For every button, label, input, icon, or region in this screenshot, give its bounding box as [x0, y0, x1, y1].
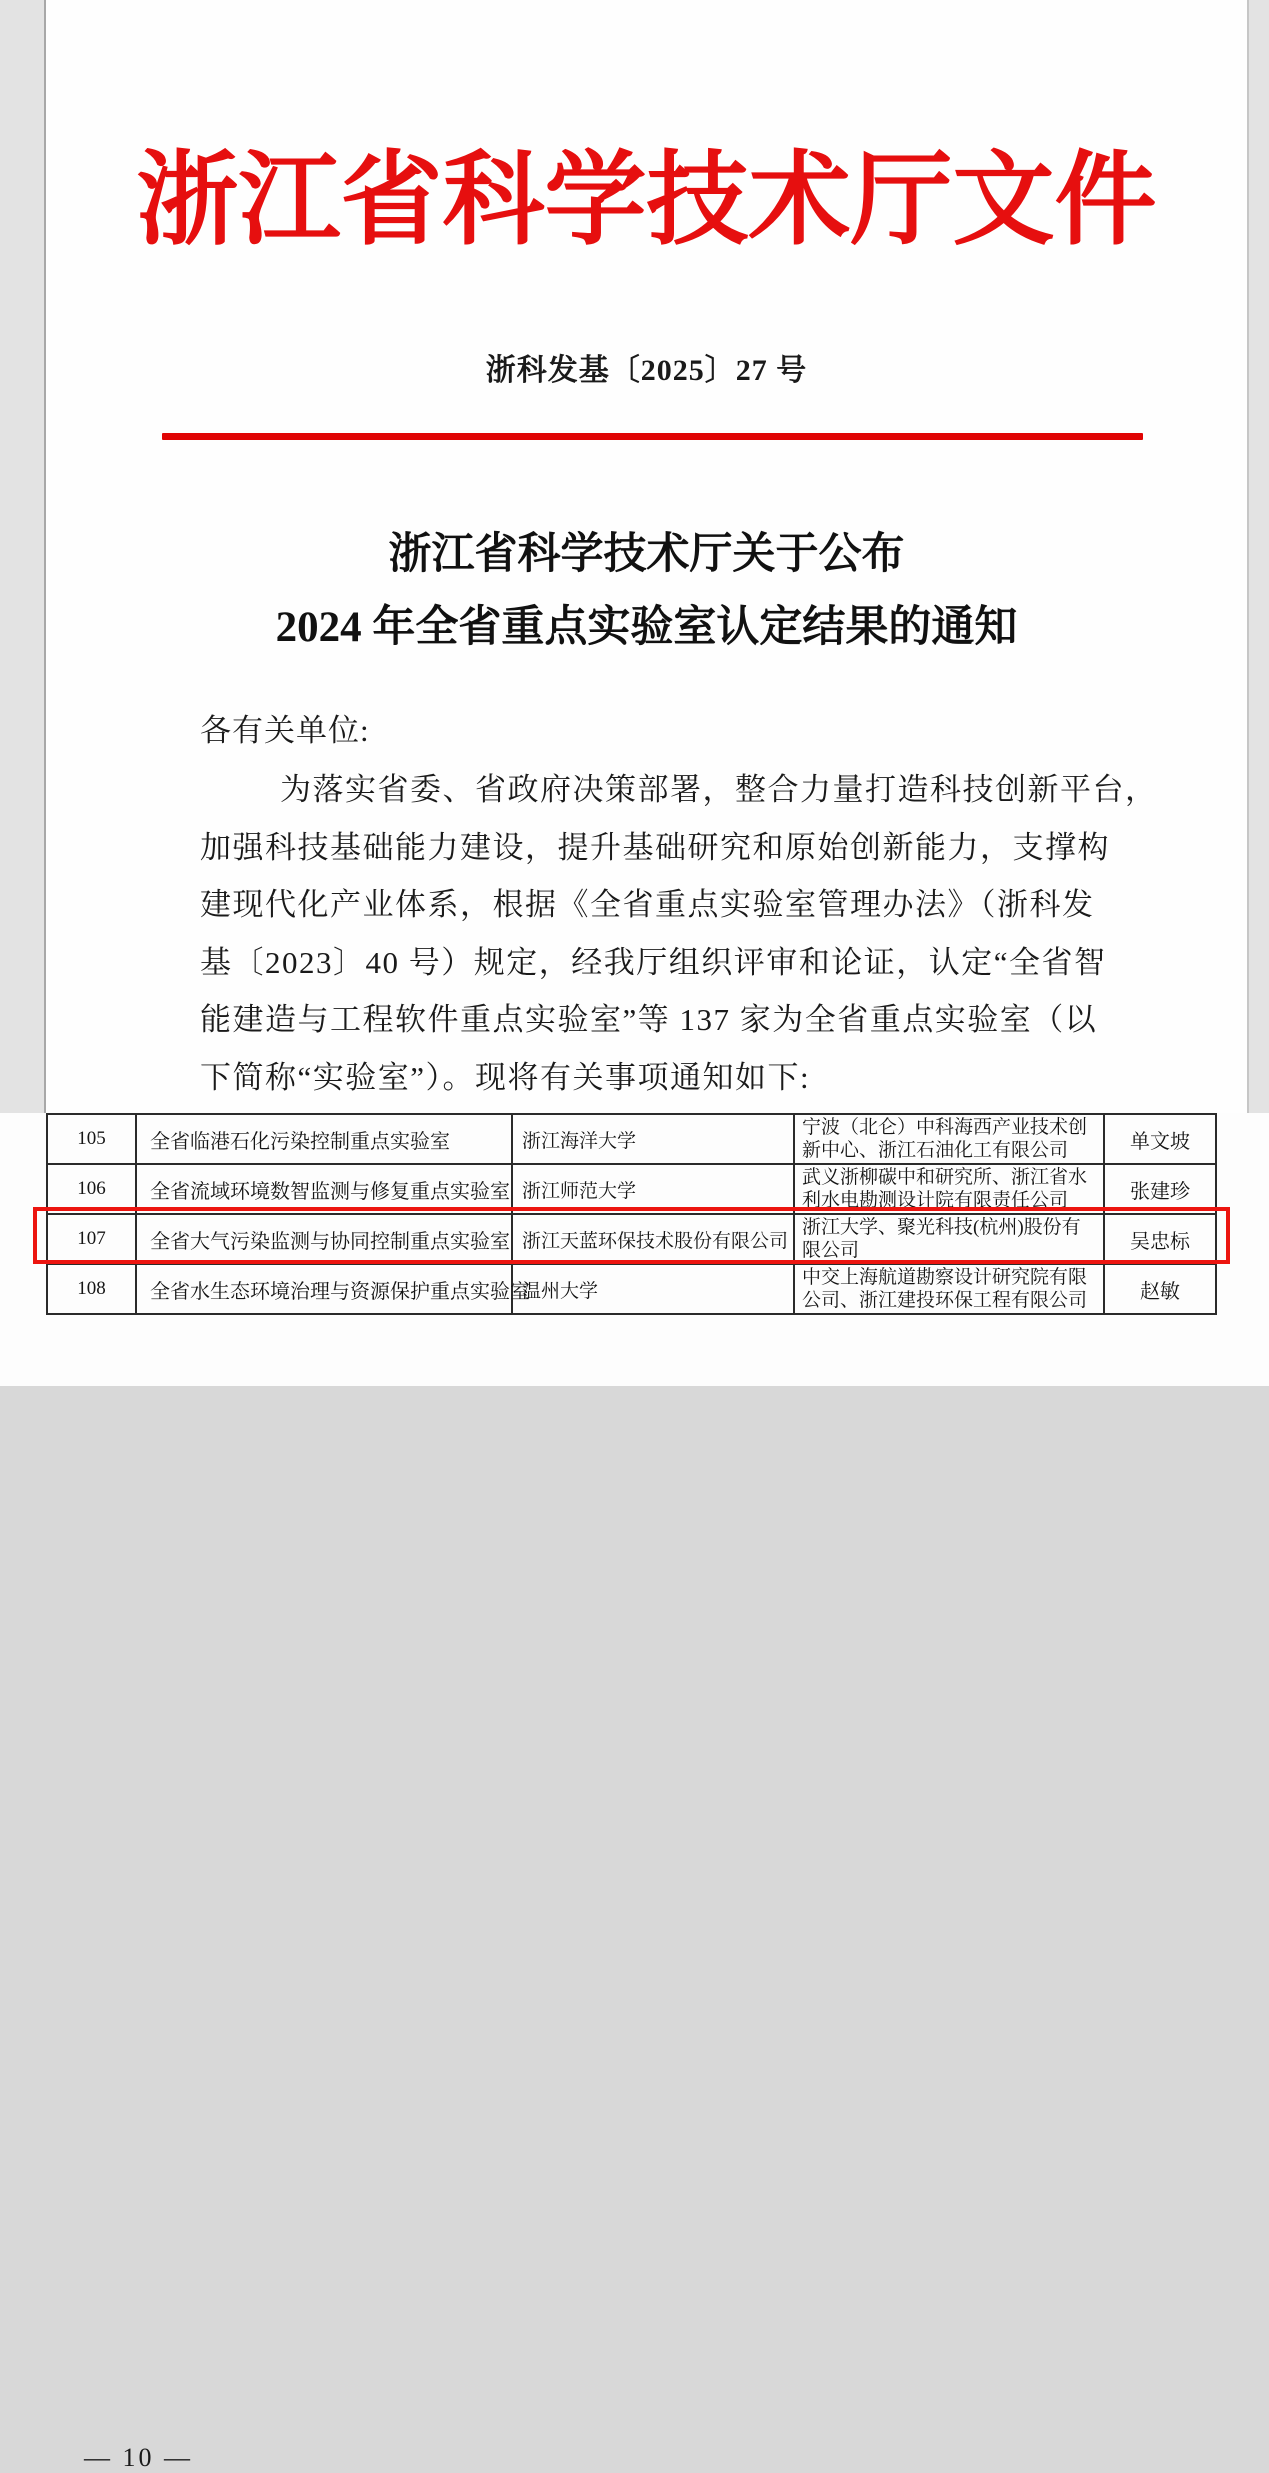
- page-number: — 10 —: [84, 2443, 193, 2472]
- body-line: 能建造与工程软件重点实验室”等 137 家为全省重点实验室（以: [200, 1002, 1098, 1037]
- lab-name-cell: 全省临港石化污染控制重点实验室: [136, 1114, 512, 1164]
- serial-cell: 107: [47, 1214, 136, 1264]
- body-line: 基〔2023〕40 号）规定，经我厅组织评审和论证，认定“全省智: [200, 944, 1107, 980]
- partners-cell: 浙江大学、聚光科技(杭州)股份有限公司: [794, 1214, 1104, 1264]
- institution-cell: 温州大学: [512, 1264, 794, 1314]
- body-paragraph: [200, 761, 1158, 1106]
- lab-table-section: [0, 1113, 1269, 2472]
- lab-table: [46, 1113, 1217, 1315]
- director-cell: 单文坡: [1104, 1114, 1216, 1164]
- document-number: 浙科发基〔2025〕27 号: [485, 354, 808, 387]
- table-row-highlighted: [47, 1214, 1216, 1264]
- document-header-title: 浙江省科学技术厅文件: [136, 145, 1157, 258]
- partners-cell: 中交上海航道勘察设计研究院有限公司、浙江建投环保工程有限公司: [794, 1264, 1104, 1314]
- body-line: 为落实省委、省政府决策部署，整合力量打造科技创新平台，: [280, 772, 1158, 807]
- lab-name-cell: 全省大气污染监测与协同控制重点实验室: [136, 1214, 512, 1264]
- notice-title-line1: 浙江省科学技术厅关于公布: [388, 531, 905, 578]
- partners-cell: 宁波（北仑）中科海西产业技术创新中心、浙江石油化工有限公司: [794, 1114, 1104, 1164]
- director-cell: 赵敏: [1104, 1264, 1216, 1314]
- director-cell: 吴忠标: [1104, 1214, 1216, 1264]
- red-divider-rule: [162, 433, 1143, 440]
- director-cell: 张建珍: [1104, 1164, 1216, 1214]
- table-row: [47, 1264, 1216, 1314]
- document-page: [44, 0, 1249, 1113]
- lab-name-cell: 全省水生态环境治理与资源保护重点实验室: [136, 1264, 512, 1314]
- body-line: 加强科技基础能力建设，提升基础研究和原始创新能力，支撑构: [200, 829, 1110, 865]
- notice-title-line2: 2024 年全省重点实验室认定结果的通知: [275, 604, 1018, 651]
- serial-cell: 108: [47, 1264, 136, 1314]
- institution-cell: 浙江海洋大学: [512, 1114, 794, 1164]
- partners-cell: 武义浙柳碳中和研究所、浙江省水利水电勘测设计院有限责任公司: [794, 1164, 1104, 1214]
- institution-cell: 浙江师范大学: [512, 1164, 794, 1214]
- institution-cell: 浙江天蓝环保技术股份有限公司: [512, 1214, 794, 1264]
- lab-name-cell: 全省流域环境数智监测与修复重点实验室: [136, 1164, 512, 1214]
- salutation: 各有关单位:: [200, 713, 370, 748]
- table-row: [47, 1114, 1216, 1164]
- serial-cell: 106: [47, 1164, 136, 1214]
- notice-title: [46, 518, 1247, 664]
- body-line: 下简称“实验室”）。现将有关事项通知如下:: [200, 1059, 811, 1095]
- table-row: [47, 1164, 1216, 1214]
- serial-cell: 105: [47, 1114, 136, 1164]
- body-line: 建现代化产业体系，根据《全省重点实验室管理办法》（浙科发: [200, 887, 1095, 922]
